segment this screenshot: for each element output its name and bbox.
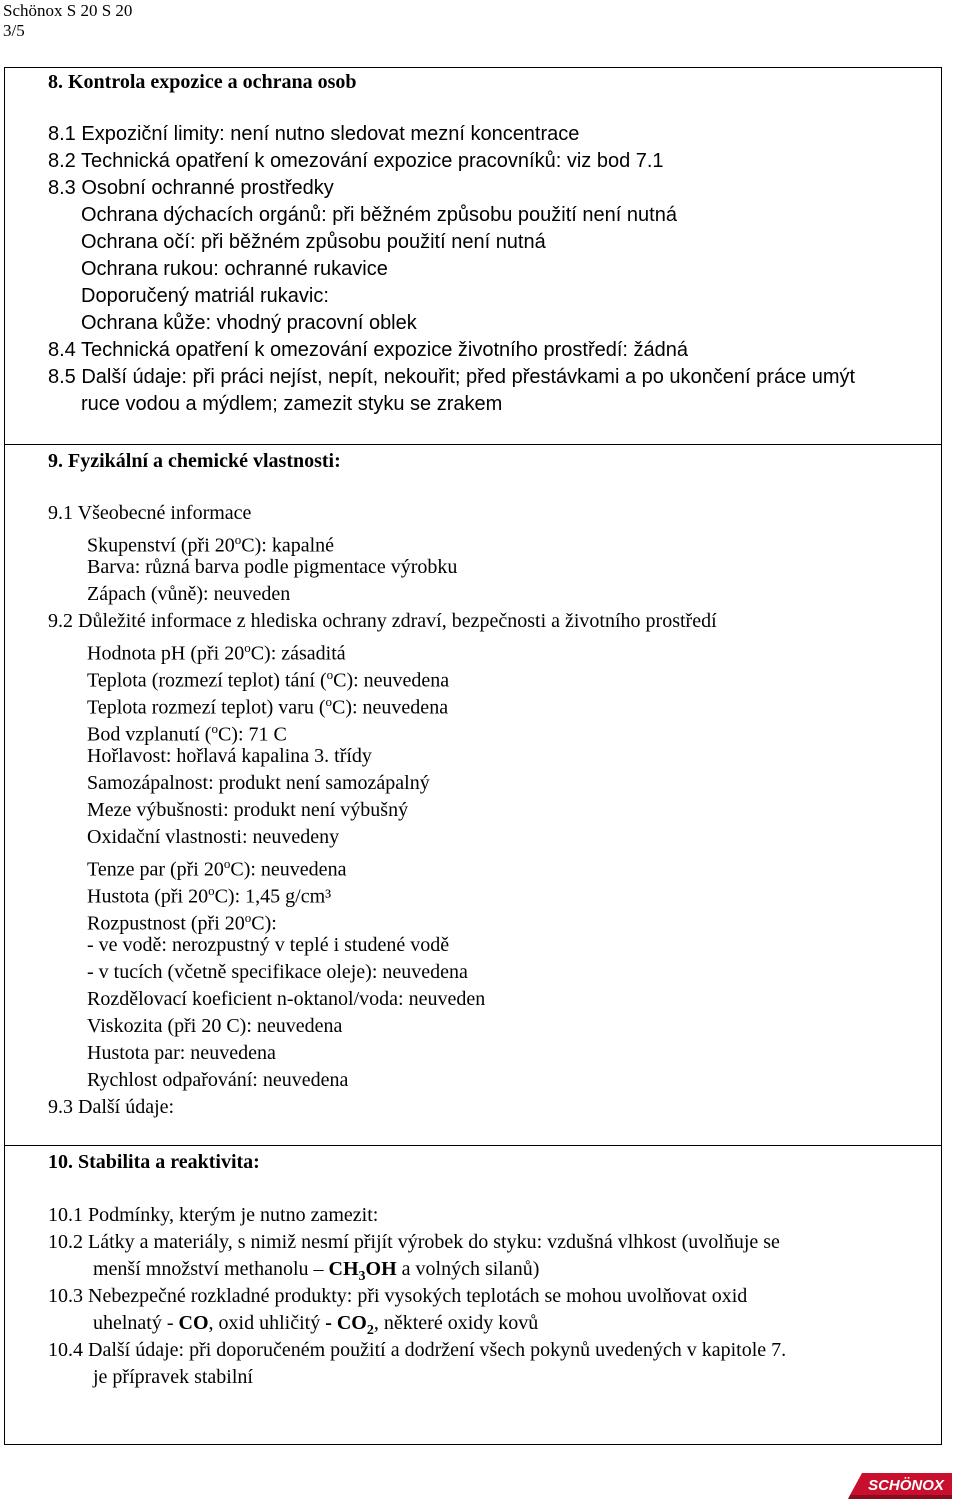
line-9-2: 9.2 Důležité informace z hlediska ochrany zdraví, bezpečnosti a životního prostředí: [48, 610, 717, 632]
line-9-2-flammability: Hořlavost: hořlavá kapalina 3. třídy: [87, 745, 372, 767]
line-8-2: 8.2 Technická opatření k omezování expozice pracovníků: viz bod 7.1: [48, 150, 664, 172]
line-9-2-vapor-pressure: Tenze par (při 20$^o$C): neuvedena: [87, 856, 347, 881]
line-9-1-odor: Zápach (vůně): neuveden: [87, 583, 291, 605]
line-9-1-state: Skupenství (při 20$^o$C): kapalné: [87, 532, 335, 557]
line-9-2-solubility: Rozpustnost (při 20$^o$C):: [87, 910, 277, 935]
line-8-5: 8.5 Další údaje: při práci nejíst, nepít, nekouřit; před přestávkami a po ukončení práce umýt: [48, 366, 856, 388]
line-9-2-boiling: Teplota rozmezí teplot) varu ($^o$C): neuvedena: [87, 694, 449, 719]
line-9-2-density: Hustota (při 20$^o$C): 1,45 g/cm³: [87, 883, 332, 908]
page-number: 3/5: [3, 21, 25, 40]
line-9-3: 9.3 Další údaje:: [48, 1096, 175, 1118]
line-8-3-hands: Ochrana rukou: ochranné rukavice: [81, 258, 388, 280]
line-10-3: 10.3 Nebezpečné rozkladné produkty: při vysokých teplotách se mohou uvolňovat oxid: [48, 1285, 748, 1307]
line-8-5-cont: ruce vodou a mýdlem; zamezit styku se zrakem: [81, 393, 503, 415]
line-9-2-ph: Hodnota pH (při 20$^o$C): zásaditá: [87, 640, 346, 665]
line-10-2-cont: menší množství methanolu – $CH_3OH$ a volných silanů): [93, 1258, 540, 1284]
line-8-3-eyes: Ochrana očí: při běžném způsobu použití není nutná: [81, 231, 546, 253]
line-9-2-oxidizing: Oxidační vlastnosti: neuvedeny: [87, 826, 340, 848]
line-9-2-self-ignition: Samozápalnost: produkt není samozápalný: [87, 772, 430, 794]
product-name: Schönox S 20 S 20: [3, 1, 133, 20]
logo-shadow: [848, 1495, 952, 1499]
section-9-title: 9. Fyzikální a chemické vlastnosti:: [48, 450, 341, 472]
line-9-2-evaporation: Rychlost odpařování: neuvedena: [87, 1069, 349, 1091]
line-8-4: 8.4 Technická opatření k omezování expozice životního prostředí: žádná: [48, 339, 689, 361]
line-9-2-solubility-water: - ve vodě: nerozpustný v teplé i studené vodě: [87, 934, 450, 956]
section-10-title: 10. Stabilita a reaktivita:: [48, 1151, 260, 1173]
section-8-title: 8. Kontrola expozice a ochrana osob: [48, 71, 357, 93]
line-10-4-cont: je přípravek stabilní: [93, 1366, 253, 1388]
line-9-1-color: Barva: různá barva podle pigmentace výrobku: [87, 556, 458, 578]
line-9-1: 9.1 Všeobecné informace: [48, 502, 252, 524]
line-8-1: 8.1 Expoziční limity: není nutno sledovat mezní koncentrace: [48, 123, 580, 145]
line-9-2-vapor-density: Hustota par: neuvedena: [87, 1042, 276, 1064]
line-10-2: 10.2 Látky a materiály, s nimiž nesmí přijít výrobek do styku: vzdušná vlhkost (uvolňuje se: [48, 1231, 780, 1253]
line-9-2-viscosity: Viskozita (při 20 C): neuvedena: [87, 1015, 343, 1037]
line-9-2-flashpoint: Bod vzplanutí ($^o$C): 71 C: [87, 721, 287, 746]
line-9-2-explosive-limits: Meze výbušnosti: produkt není výbušný: [87, 799, 409, 821]
logo-text: SCHÖNOX: [868, 1477, 944, 1494]
line-10-1: 10.1 Podmínky, kterým je nutno zamezit:: [48, 1204, 379, 1226]
line-9-2-partition: Rozdělovací koeficient n-oktanol/voda: neuveden: [87, 988, 486, 1010]
line-8-3-respiratory: Ochrana dýchacích orgánů: při běžném způsobu použití není nutná: [81, 204, 677, 226]
line-8-3: 8.3 Osobní ochranné prostředky: [48, 177, 334, 199]
line-9-2-melting: Teplota (rozmezí teplot) tání ($^o$C): neuvedena: [87, 667, 450, 692]
schonox-logo: [848, 1471, 954, 1501]
line-10-3-cont: uhelnatý - CO, oxid uhličitý - $CO_2$, některé oxidy kovů: [93, 1312, 539, 1338]
line-8-3-skin: Ochrana kůže: vhodný pracovní oblek: [81, 312, 417, 334]
line-10-4: 10.4 Další údaje: při doporučeném použití a dodržení všech pokynů uvedených v kapitole 7.: [48, 1339, 787, 1361]
line-9-2-solubility-fats: - v tucích (včetně specifikace oleje): neuvedena: [87, 961, 468, 983]
line-8-3-glove-material: Doporučený matriál rukavic:: [81, 285, 329, 307]
